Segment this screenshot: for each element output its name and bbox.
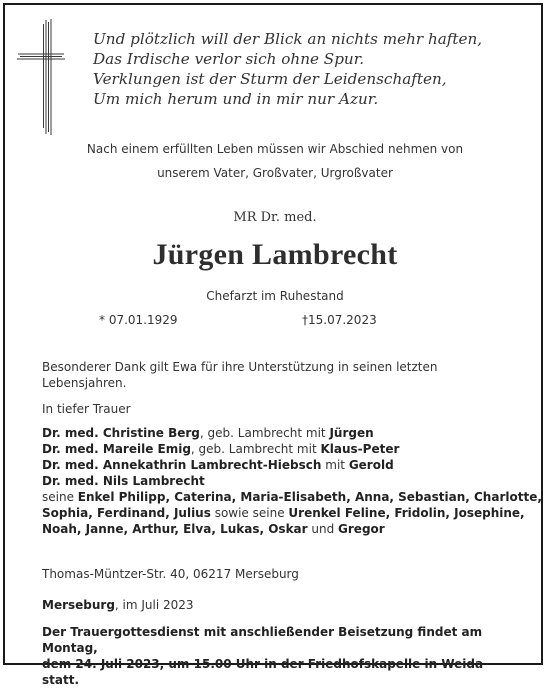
family-name: Sophia, Ferdinand, Julius: [42, 506, 211, 520]
family-list: [42, 425, 542, 537]
family-text: , geb. Lambrecht mit: [190, 442, 321, 456]
family-name: Dr. med. Mareile Emig: [42, 442, 191, 456]
poem-line: Um mich herum und in mir nur Azur.: [93, 90, 379, 108]
family-name: Dr. med. Annekathrin Lambrecht-Hiebsch: [42, 458, 322, 472]
date: , im Juli 2023: [114, 598, 194, 612]
family-row: [42, 457, 512, 473]
death-date: †15.07.2023: [302, 313, 377, 327]
family-row: [42, 505, 525, 521]
thanks-line: Lebensjahren.: [42, 376, 127, 390]
place-date: [42, 597, 512, 613]
family-name: Noah, Janne, Arthur, Elva, Lukas, Oskar: [42, 522, 308, 536]
family-text: und: [307, 522, 339, 536]
family-row: [42, 489, 542, 505]
family-name: Dr. med. Christine Berg: [42, 426, 200, 440]
mourning-label: In tiefer Trauer: [42, 402, 131, 416]
poem: [93, 29, 482, 109]
family-text: seine: [42, 490, 78, 504]
family-text: , geb. Lambrecht mit: [199, 426, 330, 440]
intro-line-2: unserem Vater, Großvater, Urgroßvater: [157, 166, 393, 180]
poem-line: Und plötzlich will der Blick an nichts mehr haften,: [93, 30, 483, 48]
birth-date: * 07.01.1929: [99, 313, 178, 327]
family-name: Klaus-Peter: [320, 442, 400, 456]
family-name: Urenkel Feline, Fridolin, Josephine,: [288, 506, 525, 520]
service-info: [42, 624, 522, 688]
family-row: [42, 473, 512, 489]
family-name: Enkel Philipp, Caterina, Maria-Elisabeth, Anna, Sebastian, Charlotte,: [77, 490, 542, 504]
cross-icon: [16, 18, 66, 136]
thanks-line: Besonderer Dank gilt Ewa für ihre Unterstützung in seinen letzten: [42, 360, 438, 374]
deceased-name: Jürgen Lambrecht: [152, 238, 398, 271]
poem-line: Verklungen ist der Sturm der Leidenschaften,: [93, 70, 447, 88]
family-name: Gregor: [338, 522, 385, 536]
place: Merseburg: [42, 598, 115, 612]
service-line: dem 24. Juli 2023, um 15.00 Uhr in der Friedhofskapelle in Weida statt.: [42, 657, 484, 687]
thanks-text: [42, 359, 512, 391]
family-row: [42, 425, 512, 441]
family-name: Dr. med. Nils Lambrecht: [42, 474, 205, 488]
family-name: Jürgen: [329, 426, 374, 440]
address: Thomas-Müntzer-Str. 40, 06217 Merseburg: [42, 567, 299, 581]
family-row: [42, 441, 512, 457]
family-name: Gerold: [348, 458, 394, 472]
family-text: sowie seine: [210, 506, 289, 520]
family-row: [42, 521, 512, 537]
service-line: Der Trauergottesdienst mit anschließender Beisetzung findet am Montag,: [42, 625, 483, 655]
family-text: mit: [321, 458, 349, 472]
poem-line: Das Irdische verlor sich ohne Spur.: [93, 50, 365, 68]
deceased-title: MR Dr. med.: [233, 210, 317, 225]
deceased-position: Chefarzt im Ruhestand: [206, 289, 344, 303]
intro-line-1: Nach einem erfüllten Leben müssen wir Abschied nehmen von: [86, 142, 464, 156]
